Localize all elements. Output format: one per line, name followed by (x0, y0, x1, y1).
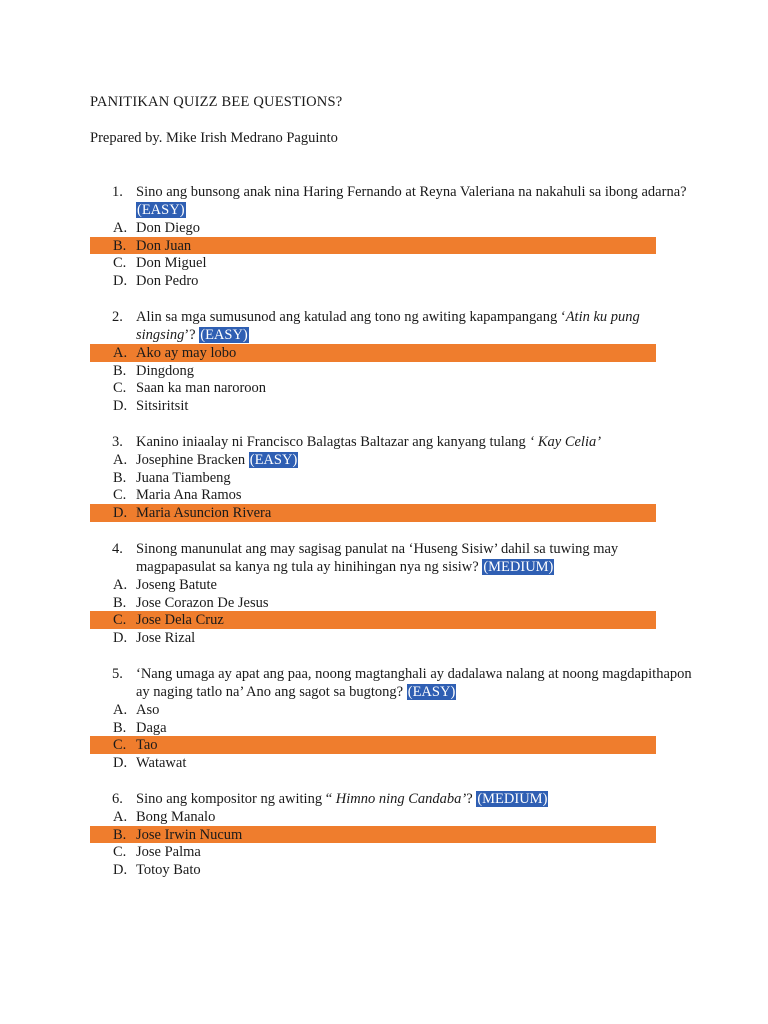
option-text: Jose Dela Cruz (136, 612, 224, 629)
question-number: 3. (112, 434, 123, 450)
option-text: Don Juan (136, 237, 192, 254)
option-text: Don Diego (136, 220, 201, 236)
option-d (90, 629, 692, 647)
question-stem (112, 790, 692, 808)
option-list (112, 576, 692, 647)
question-6 (112, 790, 692, 879)
question-number: 5. (112, 666, 123, 682)
option-letter: D. (113, 630, 128, 647)
document-title: PANITIKAN QUIZZ BEE QUESTIONS? (90, 94, 343, 110)
question-text: Kanino iniaalay ni Francisco Balagtas Baltazar ang kanyang tulang (136, 434, 530, 450)
option-list (112, 808, 692, 879)
option-letter: A. (113, 220, 128, 236)
question-3 (112, 433, 692, 522)
option-text: Juana Tiambeng (136, 469, 231, 486)
option-text: Maria Ana Ramos (136, 487, 242, 504)
option-text: Saan ka man naroroon (136, 380, 267, 397)
question-number: 2. (112, 309, 123, 325)
difficulty-badge: (MEDIUM) (483, 559, 554, 575)
option-d-correct (90, 504, 656, 522)
question-stem (112, 308, 692, 344)
option-b-correct (90, 826, 656, 844)
option-text: Don Miguel (136, 255, 207, 272)
question-4 (112, 540, 692, 647)
question-stem (112, 433, 692, 451)
option-text: Jose Irwin Nucum (136, 826, 243, 843)
option-text: Ako ay may lobo (136, 345, 237, 361)
option-text: Tao (136, 737, 158, 754)
option-b (90, 469, 692, 487)
option-letter: B. (113, 719, 127, 736)
question-text: ‘Nang umaga ay apat ang paa, noong magtanghali ay dadalawa nalang at noong magdapithapon ay naging tatlo na’ Ano ang sagot sa bugtong? (136, 666, 692, 700)
option-text: Watawat (136, 755, 187, 772)
option-list (112, 344, 692, 415)
option-text: Bong Manalo (136, 809, 216, 825)
difficulty-badge: (EASY) (249, 452, 298, 468)
option-letter: B. (113, 362, 127, 379)
option-b (90, 362, 692, 380)
option-text: Don Pedro (136, 273, 199, 290)
option-letter: A. (113, 702, 128, 718)
option-c-correct (90, 611, 656, 629)
question-5 (112, 665, 692, 772)
difficulty-badge: (EASY) (200, 327, 248, 343)
option-a (90, 576, 692, 594)
option-letter: C. (113, 737, 127, 754)
option-letter: A. (113, 809, 128, 825)
option-list (112, 451, 692, 522)
difficulty-badge: (EASY) (137, 202, 185, 218)
option-text: Jose Corazon De Jesus (136, 594, 269, 611)
prepared-by-line: Prepared by. Mike Irish Medrano Paguinto (90, 130, 338, 146)
question-stem (112, 665, 692, 701)
option-b (90, 719, 692, 737)
poem-title-italic: ‘ Kay Celia’ (529, 434, 602, 450)
question-text: Sino ang bunsong anak nina Haring Fernando at Reyna Valeriana na nakahuli sa ibong adarna? (136, 184, 687, 200)
option-letter: C. (113, 380, 127, 397)
question-text-end: ’? (184, 327, 196, 343)
song-title-italic: Atin ku pung singsing (136, 309, 640, 343)
option-letter: B. (113, 237, 127, 254)
option-text: Jose Rizal (136, 630, 196, 647)
option-letter: B. (113, 826, 127, 843)
song-title-italic: Himno ning Candaba’ (335, 791, 467, 807)
option-text: Dingdong (136, 362, 194, 379)
option-d (90, 861, 692, 879)
difficulty-badge: (MEDIUM) (477, 791, 548, 807)
option-text: Aso (136, 702, 160, 718)
option-a (90, 701, 692, 719)
option-c (90, 843, 692, 861)
question-1 (112, 183, 692, 290)
option-letter: D. (113, 755, 128, 772)
option-text: Josephine Bracken (136, 452, 246, 468)
question-stem (112, 540, 692, 576)
option-b (90, 594, 692, 612)
option-text: Daga (136, 719, 167, 736)
option-letter: C. (113, 255, 127, 272)
option-letter: B. (113, 594, 127, 611)
difficulty-badge: (EASY) (407, 684, 456, 700)
option-text: Jose Palma (136, 844, 201, 861)
question-number: 1. (112, 184, 123, 200)
option-letter: D. (113, 273, 128, 290)
option-letter: A. (113, 345, 128, 361)
option-letter: A. (113, 452, 128, 468)
option-letter: C. (113, 844, 127, 861)
option-text: Totoy Bato (136, 862, 201, 879)
option-c (90, 379, 692, 397)
option-list (112, 219, 692, 290)
option-text: Sitsiritsit (136, 398, 189, 415)
option-a (90, 808, 692, 826)
question-number: 4. (112, 541, 123, 557)
question-text: Sinong manunulat ang may sagisag panulat na ‘Huseng Sisiw’ dahil sa tuwing may magpapasulat sa kanya ng tula ay hinihingan nya ng sisiw? (136, 541, 619, 575)
option-a (90, 219, 692, 237)
option-letter: A. (113, 577, 128, 593)
option-d (90, 272, 692, 290)
option-text: Joseng Batute (136, 577, 217, 593)
option-c-correct (90, 736, 656, 754)
option-d (90, 397, 692, 415)
option-d (90, 754, 692, 772)
option-c (90, 486, 692, 504)
option-b-correct (90, 237, 656, 255)
option-a-correct (90, 344, 656, 362)
question-number: 6. (112, 791, 123, 807)
question-stem (112, 183, 692, 219)
option-letter: B. (113, 469, 127, 486)
question-2 (112, 308, 692, 415)
option-letter: D. (113, 398, 128, 415)
option-letter: D. (113, 505, 128, 522)
option-letter: C. (113, 612, 127, 629)
option-c (90, 254, 692, 272)
option-letter: D. (113, 862, 128, 879)
question-text-end: ? (466, 791, 473, 807)
option-text: Maria Asuncion Rivera (136, 505, 272, 522)
option-list (112, 701, 692, 772)
option-letter: C. (113, 487, 127, 504)
question-text: Sino ang kompositor ng awiting “ (136, 791, 336, 807)
option-a (90, 451, 692, 469)
question-text: Alin sa mga sumusunod ang katulad ang tono ng awiting kapampangang ‘ (136, 309, 566, 325)
